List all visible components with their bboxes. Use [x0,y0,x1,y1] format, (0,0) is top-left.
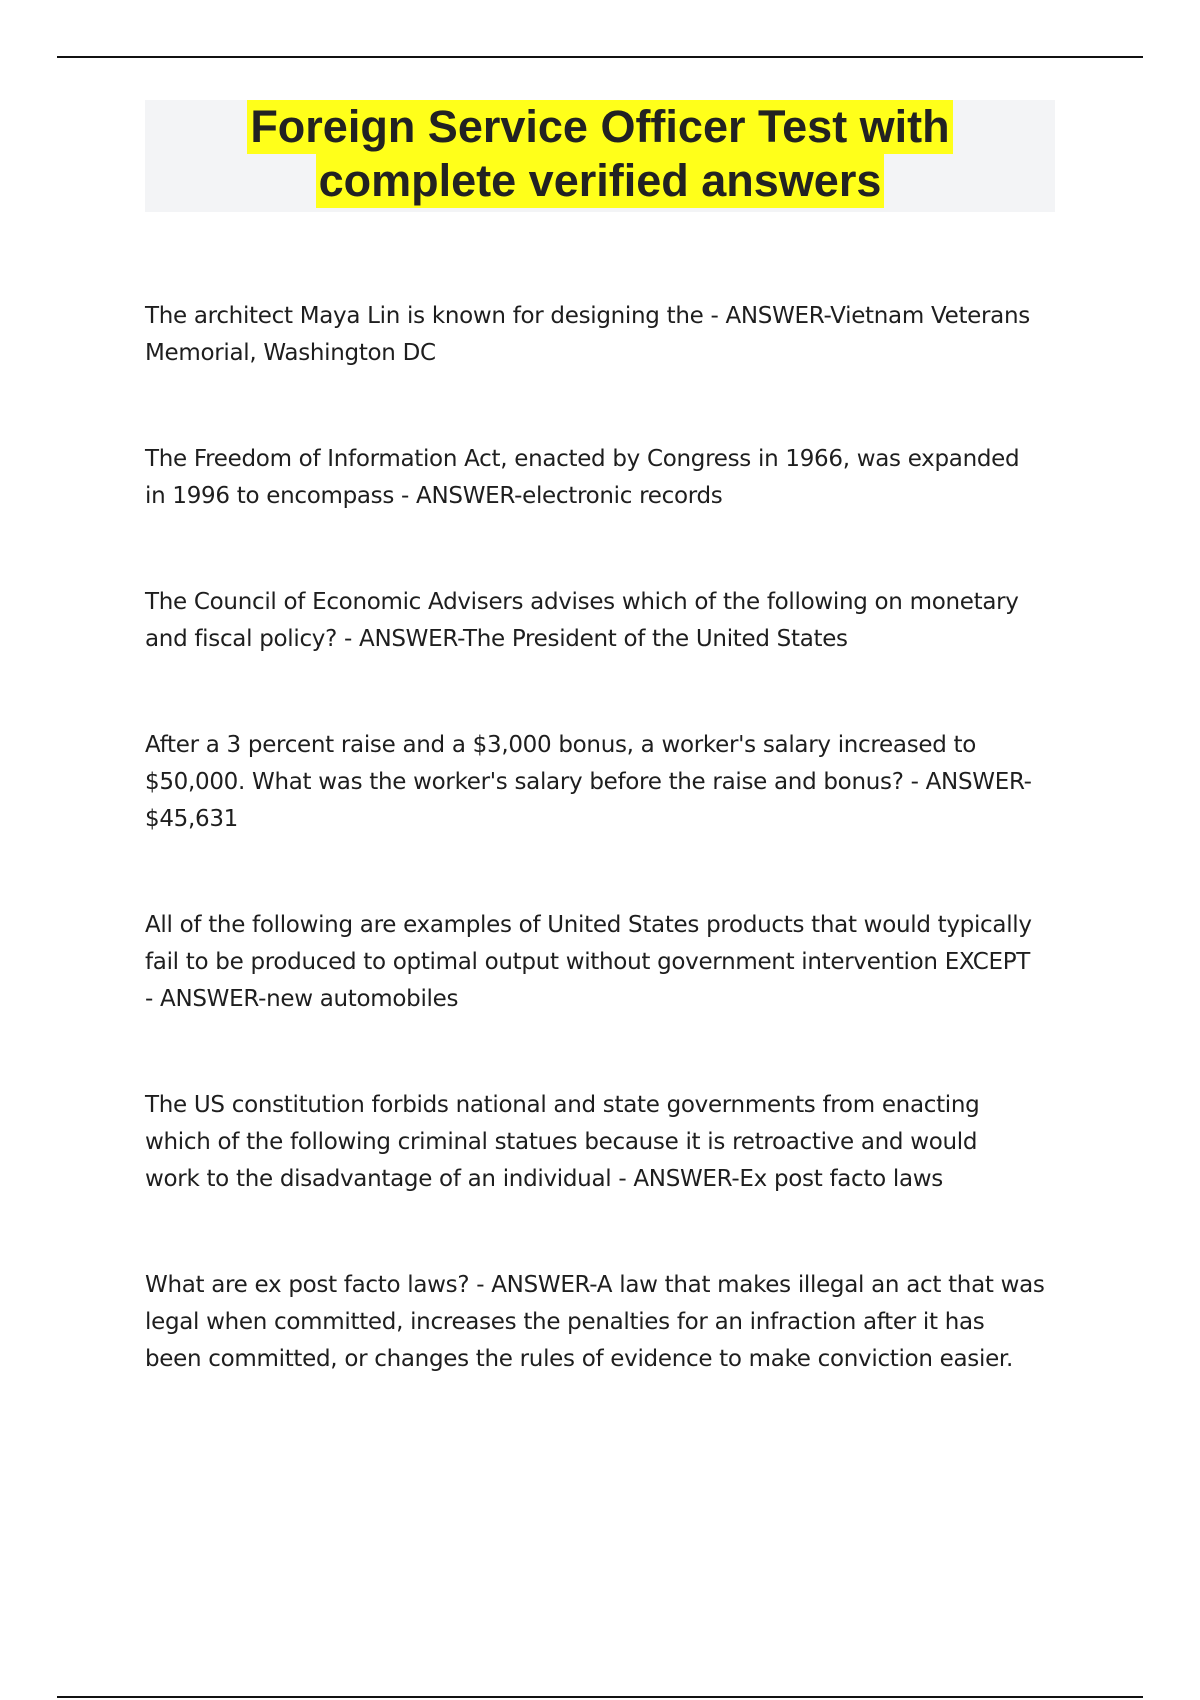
qa-2-line-2: in 1996 to encompass - ANSWER-electronic records [145,483,723,509]
qa-item-5 [145,907,1065,1018]
qa-4-line-2: $50,000. What was the worker's salary before the raise and bonus? - ANSWER- [145,769,1032,795]
qa-6-line-2: which of the following criminal statues because it is retroactive and would [145,1129,978,1155]
qa-item-7 [145,1267,1065,1378]
qa-item-2 [145,441,1065,515]
qa-6-line-3: work to the disadvantage of an individual - ANSWER-Ex post facto laws [145,1166,943,1192]
qa-7-line-1: What are ex post facto laws? - ANSWER-A law that makes illegal an act that was [145,1272,1045,1298]
qa-7-line-3: been committed, or changes the rules of evidence to make conviction easier. [145,1346,1013,1372]
qa-item-1 [145,298,1065,372]
qa-4-line-3: $45,631 [145,806,239,832]
title-line-1: Foreign Service Officer Test with [247,100,952,154]
qa-5-line-3: - ANSWER-new automobiles [145,986,459,1012]
bottom-rule [57,1696,1143,1698]
title-block [145,100,1055,212]
qa-item-4 [145,727,1065,838]
qa-7-line-2: legal when committed, increases the penalties for an infraction after it has [145,1309,985,1335]
qa-1-line-1: The architect Maya Lin is known for designing the - ANSWER-Vietnam Veterans [145,303,1030,329]
qa-1-line-2: Memorial, Washington DC [145,340,436,366]
top-rule [57,56,1143,58]
title-line-2: complete verified answers [316,154,885,208]
qa-3-line-1: The Council of Economic Advisers advises which of the following on monetary [145,589,1019,615]
qa-item-3 [145,584,1065,658]
qa-6-line-1: The US constitution forbids national and state governments from enacting [145,1092,980,1118]
qa-3-line-2: and fiscal policy? - ANSWER-The President of the United States [145,626,848,652]
qa-item-6 [145,1087,1065,1198]
qa-2-line-1: The Freedom of Information Act, enacted by Congress in 1966, was expanded [145,446,1020,472]
qa-list [145,298,1065,1378]
qa-5-line-2: fail to be produced to optimal output without government intervention EXCEPT [145,949,1031,975]
qa-4-line-1: After a 3 percent raise and a $3,000 bonus, a worker's salary increased to [145,732,977,758]
qa-5-line-1: All of the following are examples of United States products that would typically [145,912,1032,938]
